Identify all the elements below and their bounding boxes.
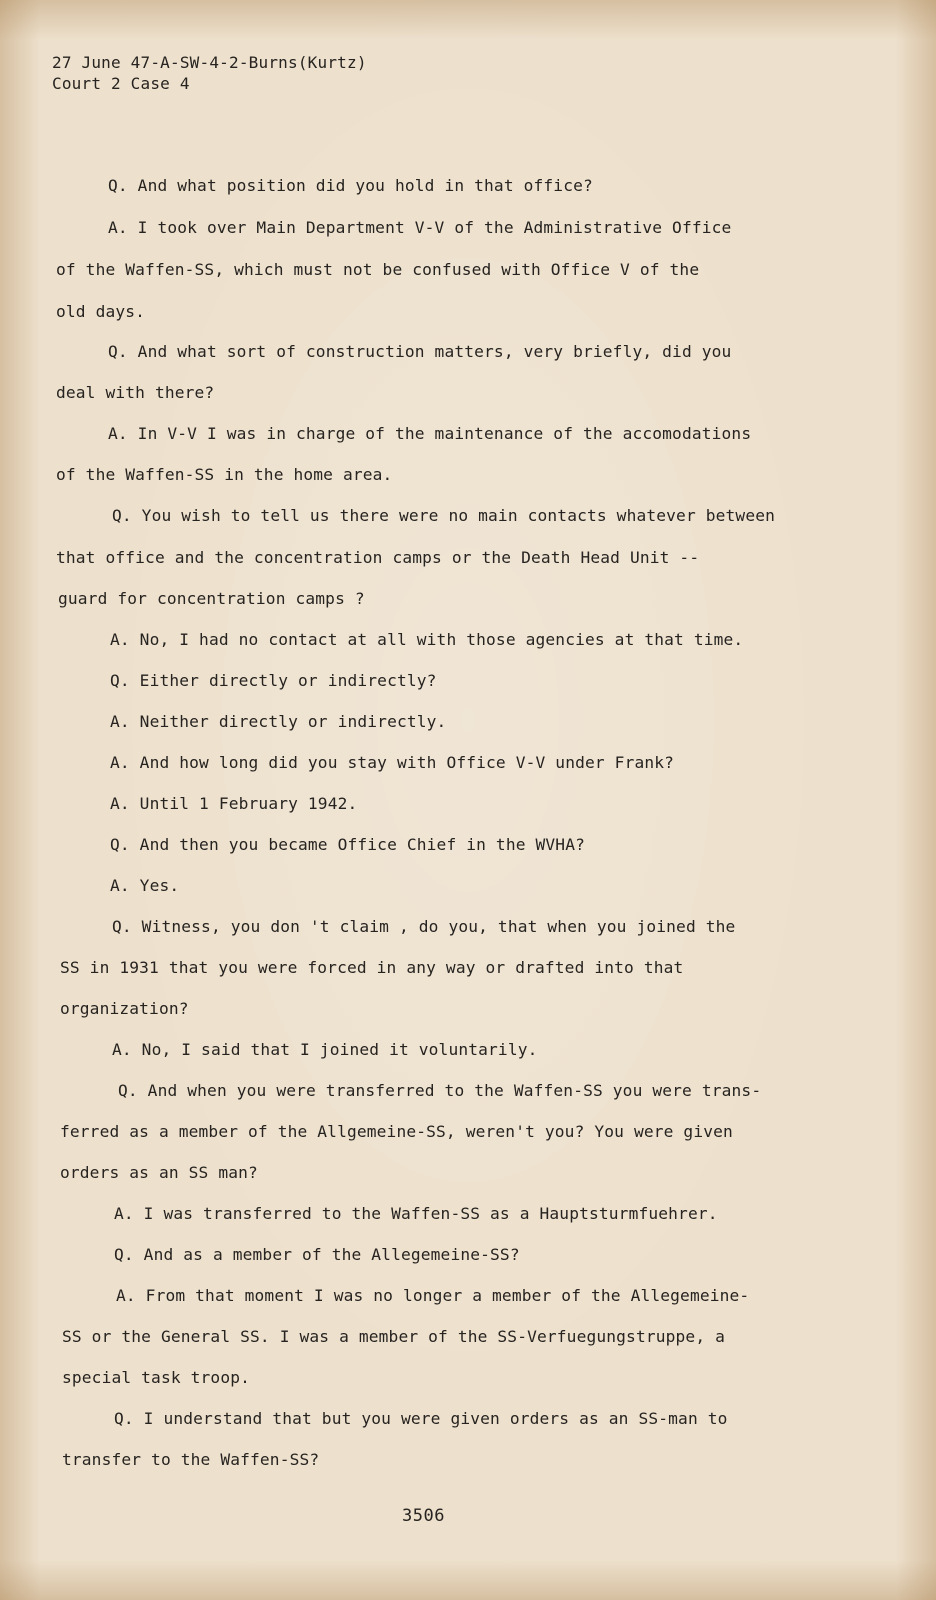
transcript-line: that office and the concentration camps or the Death Head Unit --: [56, 548, 700, 567]
transcript-line: A. From that moment I was no longer a member of the Allegemeine-: [116, 1286, 750, 1305]
transcript-line: A. In V-V I was in charge of the maintenance of the accomodations: [108, 424, 752, 443]
transcript-line: deal with there?: [56, 383, 215, 402]
transcript-line: organization?: [60, 999, 189, 1018]
transcript-line: Q. Either directly or indirectly?: [110, 671, 437, 690]
transcript-line: Q. Witness, you don 't claim , do you, that when you joined the: [112, 917, 736, 936]
transcript-line: Q. And what sort of construction matters, very briefly, did you: [108, 342, 732, 361]
transcript-line: old days.: [56, 302, 146, 321]
transcript-line: guard for concentration camps ?: [58, 589, 365, 608]
header-reference: 27 June 47-A-SW-4-2-Burns(Kurtz): [52, 53, 367, 72]
transcript-line: Q. And then you became Office Chief in the WVHA?: [110, 835, 585, 854]
transcript-line: A. No, I said that I joined it voluntarily.: [112, 1040, 538, 1059]
document-header: [52, 52, 367, 94]
transcript-line: A. And how long did you stay with Office V-V under Frank?: [110, 753, 675, 772]
transcript-line: A. Until 1 February 1942.: [110, 794, 358, 813]
transcript-line: transfer to the Waffen-SS?: [62, 1450, 320, 1469]
transcript-line: Q. And when you were transferred to the Waffen-SS you were trans-: [118, 1081, 762, 1100]
transcript-line: A. I took over Main Department V-V of the Administrative Office: [108, 218, 732, 237]
page-number: 3506: [402, 1506, 445, 1526]
transcript-line: ferred as a member of the Allgemeine-SS, weren't you? You were given: [60, 1122, 733, 1141]
transcript-line: Q. I understand that but you were given orders as an SS-man to: [114, 1409, 728, 1428]
transcript-line: of the Waffen-SS, which must not be confused with Office V of the: [56, 260, 700, 279]
transcript-line: A. Neither directly or indirectly.: [110, 712, 447, 731]
header-court-case: Court 2 Case 4: [52, 74, 190, 93]
transcript-line: A. Yes.: [110, 876, 180, 895]
transcript-line: Q. And as a member of the Allegemeine-SS?: [114, 1245, 520, 1264]
transcript-line: orders as an SS man?: [60, 1163, 258, 1182]
transcript-line: Q. You wish to tell us there were no main contacts whatever between: [112, 506, 776, 525]
transcript-line: SS in 1931 that you were forced in any way or drafted into that: [60, 958, 684, 977]
transcript-line: A. No, I had no contact at all with those agencies at that time.: [110, 630, 744, 649]
transcript-line: SS or the General SS. I was a member of the SS-Verfuegungstruppe, a: [62, 1327, 726, 1346]
transcript-line: A. I was transferred to the Waffen-SS as a Hauptsturmfuehrer.: [114, 1204, 718, 1223]
transcript-line: special task troop.: [62, 1368, 251, 1387]
transcript-line: of the Waffen-SS in the home area.: [56, 465, 393, 484]
transcript-line: Q. And what position did you hold in that office?: [108, 176, 593, 195]
